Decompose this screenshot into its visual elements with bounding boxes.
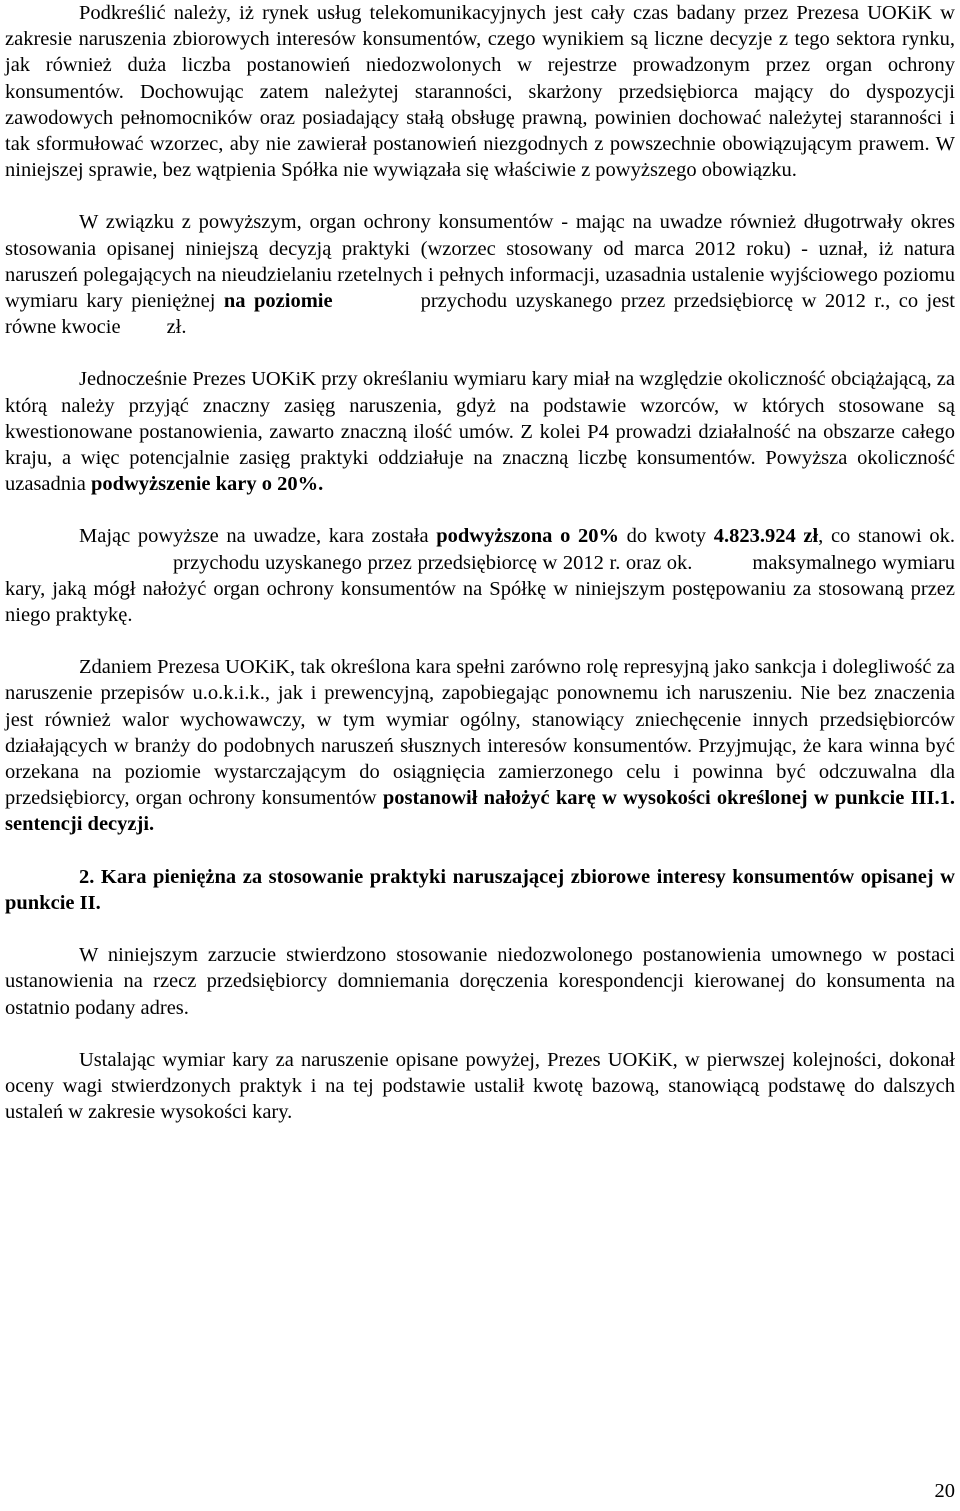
- paragraph-text: przychodu uzyskanego przez przedsiębiorcę w 2012 r. oraz ok.: [173, 551, 693, 574]
- paragraph-market-analysis: [5, 0, 955, 183]
- penalty-amount: 4.823.924 zł: [713, 525, 819, 548]
- paragraph-text: W niniejszym zarzucie stwierdzono stosowanie niedozwolonego postanowienia umownego w postaci ustanowienia na rzecz przedsiębiorcy domniemania doręczenia korespondencji kierowanej do konsumenta na ostatnio podany adres.: [5, 944, 955, 1019]
- paragraph-text: Jednocześnie Prezes UOKiK przy określaniu wymiaru kary miał na względzie okoliczność obciążającą, za którą należy przyjąć znaczny zasięg naruszenia, gdyż na podstawie wzorców, w których stosowane są kwestionowane postanowienia, zawarto znaczną ilość umów. Z kolei P4 prowadzi działalność na obszarze całego kraju, a więc potencjalnie zasięg praktyki oddziałuje na znaczną liczbę konsumentów. Powyższa okoliczność uzasadnia: [5, 368, 955, 496]
- paragraph-text: Ustalając wymiar kary za naruszenie opisane powyżej, Prezes UOKiK, w pierwszej kolejności, dokonał oceny wagi stwierdzonych praktyk i na tej podstawie ustalił kwotę bazową, stanowiącą podstawę do dalszych ustaleń w zakresie wysokości kary.: [5, 1048, 955, 1124]
- paragraph-text: do kwoty: [619, 525, 714, 548]
- paragraph-text: W związku z powyższym, organ ochrony konsumentów - mając na uwadze również długotrwały okres stosowania opisanej niniejszą decyzją praktyki (wzorzec stosowany od marca 2012 roku) - uznał, iż natura naruszeń polegających na nieudzielaniu rzetelnych i pełnych informacji, uzasadnia ustalenie wyjściowego poziomu wymiaru kary pieniężnej: [5, 211, 955, 313]
- paragraph-text: Podkreślić należy, iż rynek usług telekomunikacyjnych jest cały czas badany przez Prezesa UOKiK w zakresie naruszenia zbiorowych interesów konsumentów, czego wynikiem są liczne decyzje z tego sektora rynku, jak również duża liczba postanowień niedozwolonych w rejestrze prowadzonym przez organ ochrony konsumentów. Dochowując zatem należytej staranności, skarżony przedsiębiorca mający do dyspozycji zawodowych pełnomocników oraz posiadający stałą obsługę prawną, powinien dochować należytej staranności i tak sformułować wzorzec, aby nie zawierał postanowień niezgodnych z powszechnie obowiązującym prawem. W niniejszej sprawie, bez wątpienia Spółka nie wywiązała się właściwie z powyższego obowiązku.: [5, 2, 955, 182]
- paragraph-base-amount: [5, 1047, 955, 1126]
- paragraph-charge-description: [5, 942, 955, 1021]
- bold-phrase: postanowił nałożyć karę w wysokości określonej w punkcie III.1. sentencji decyzji.: [5, 787, 956, 836]
- paragraph-text: zł.: [166, 316, 187, 339]
- paragraph-penalty-justification: [5, 654, 955, 837]
- paragraph-penalty-amount: [5, 523, 955, 628]
- document-page: [5, 0, 955, 1125]
- paragraph-text: przychodu uzyskanego przez przedsiębiorcę w 2012 r., co jest równe kwocie: [5, 290, 956, 339]
- heading-text: 2. Kara pieniężna za stosowanie praktyki naruszającej zbiorowe interesy konsumentów opisanej w punkcie II.: [5, 865, 955, 914]
- paragraph-text: Zdaniem Prezesa UOKiK, tak określona kara spełni zarówno rolę represyjną jako sankcja i dolegliwość za naruszenie przepisów u.o.k.i.k., jak i prewencyjną, zapobiegając ponownemu ich naruszeniu. Nie bez znaczenia jest również walor wychowawczy, w tym wymiar ogólny, stanowiący zniechęcenie innych przedsiębiorców działających w branży do podobnych naruszeń słusznych interesów konsumentów. Przyjmując, że kara winna być orzekana na poziomie wystarczającym do osiągnięcia zamierzonego celu i powinna być odczuwalna dla przedsiębiorcy, organ ochrony konsumentów: [5, 656, 955, 810]
- paragraph-base-penalty: [5, 209, 955, 340]
- bold-phrase: podwyższona o 20%: [436, 525, 619, 548]
- page-number: 20: [934, 1480, 955, 1502]
- paragraph-aggravating-circumstance: [5, 366, 955, 497]
- bold-phrase: na poziomie: [223, 290, 333, 313]
- paragraph-text: , co stanowi ok.: [818, 525, 956, 548]
- bold-phrase: podwyższenie kary o 20%.: [90, 473, 324, 496]
- paragraph-text: Mając powyższe na uwadze, kara została: [79, 525, 437, 548]
- paragraph-text: maksymalnego wymiaru kary, jaką mógł nałożyć organ ochrony konsumentów na Spółkę w niniejszym postępowaniu za stosowaną przez niego praktykę.: [5, 551, 955, 627]
- section-heading: [5, 864, 955, 916]
